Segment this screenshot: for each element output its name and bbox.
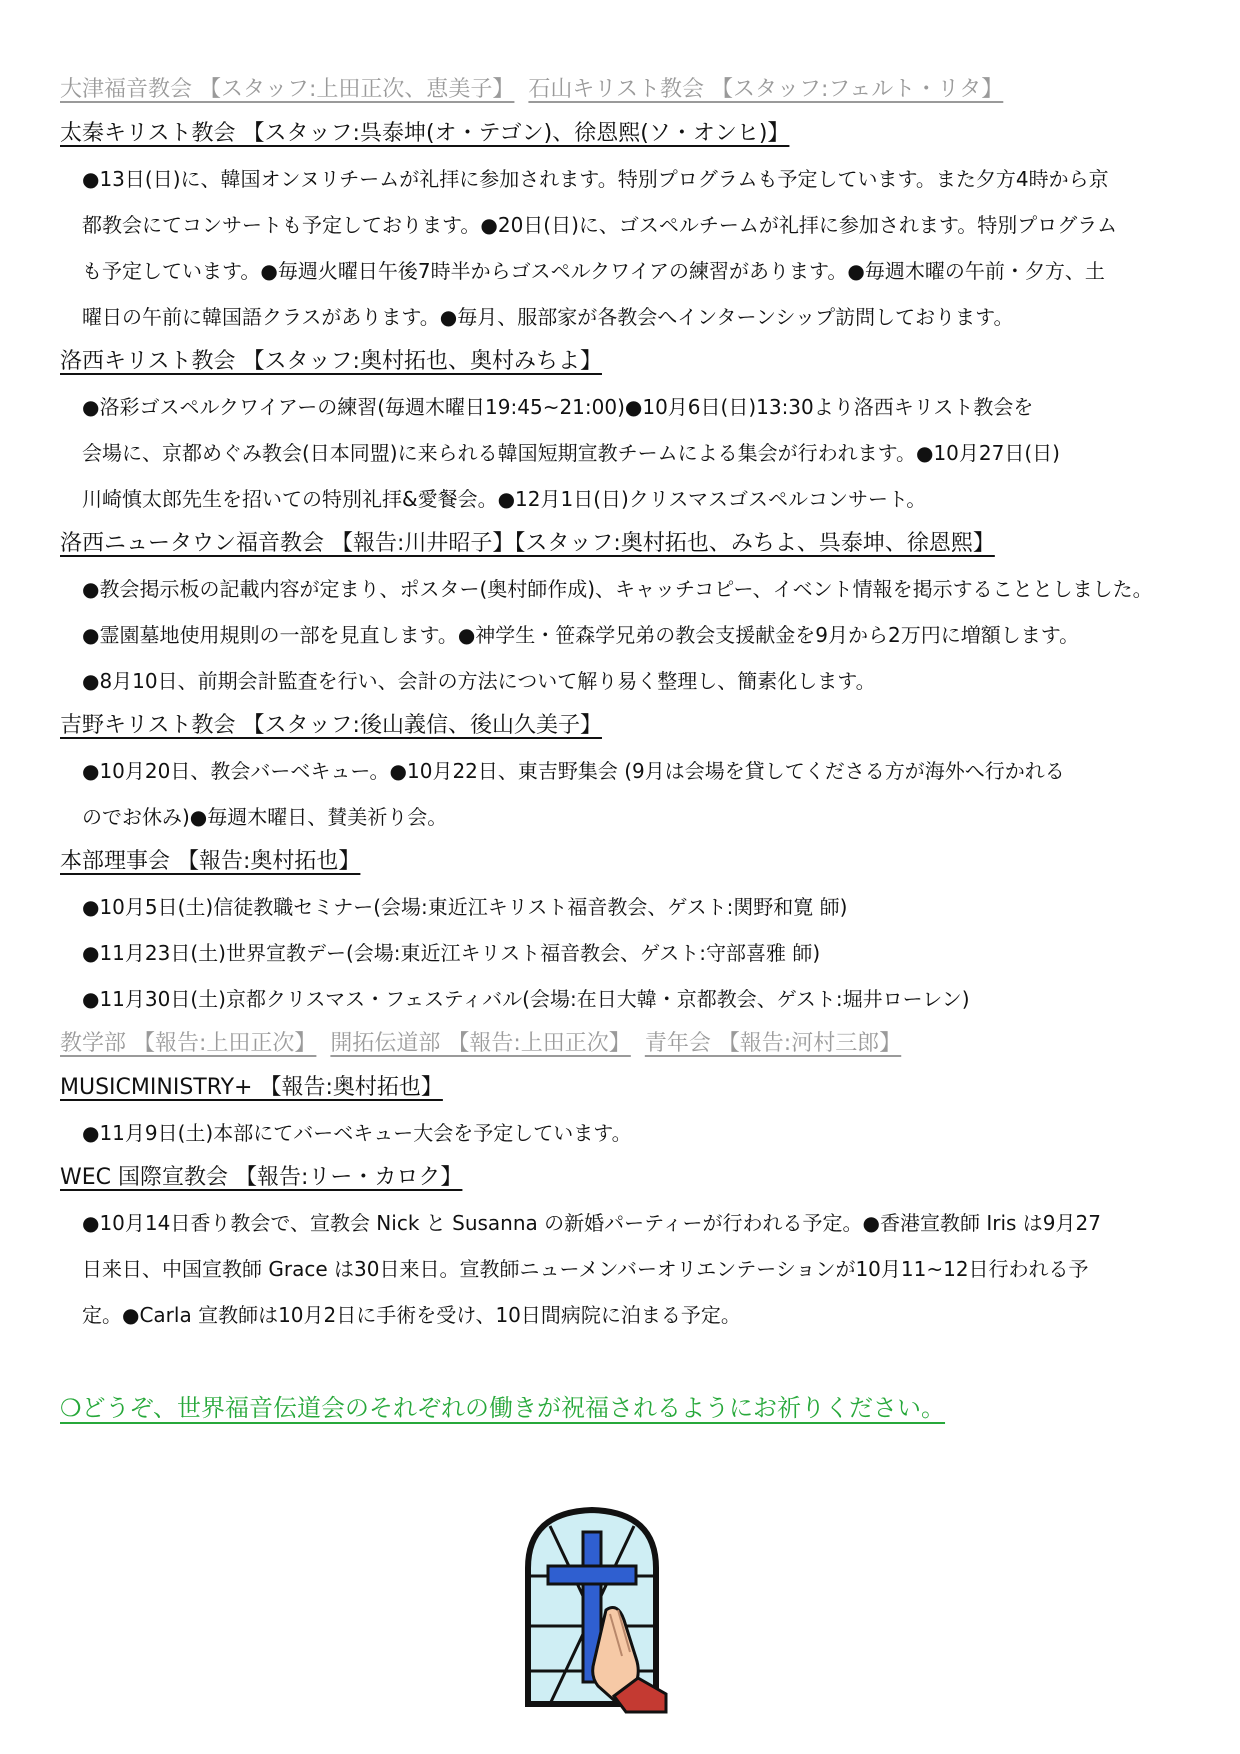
stained-glass-window-praying-hands-icon [520, 1506, 680, 1716]
section-body-music [60, 1110, 1190, 1156]
section-row-rakusai [60, 340, 1190, 384]
body-line: も予定しています。●毎週火曜日午後7時半からゴスペルクワイアの練習があります。●毎週木曜の午前・夕方、土 [82, 259, 1105, 283]
section-body-uzumasa [60, 156, 1190, 340]
section-title-rakusai: 洛西キリスト教会 【スタッフ:奥村拓也、奥村みちよ】 [60, 349, 602, 374]
body-line: ●10月14日香り教会で、宣教会 Nick と Susanna の新婚パーティーが行われる予定。●香港宣教師 Iris は9月27 [82, 1211, 1101, 1235]
section-body-board [60, 884, 1190, 1022]
section-row-uzumasa [60, 112, 1190, 156]
prayer-request: ❍どうぞ、世界福音伝道会のそれぞれの働きが祝福されるようにお祈りください。 [60, 1394, 946, 1422]
body-line: ●10月5日(土)信徒教職セミナー(会場:東近江キリスト福音教会、ゲスト:関野和寛 師) [82, 895, 848, 919]
body-line: 川崎慎太郎先生を招いての特別礼拝&愛餐会。●12月1日(日)クリスマスゴスペルコンサート。 [82, 487, 927, 511]
section-body-yoshino [60, 748, 1190, 840]
section-row-music [60, 1066, 1190, 1110]
body-line: ●13日(日)に、韓国オンヌリチームが礼拝に参加されます。特別プログラムも予定しています。また夕方4時から京 [82, 167, 1109, 191]
section-title-wec: WEC 国際宣教会 【報告:リー・カロク】 [60, 1165, 463, 1190]
section-row-yoshino [60, 704, 1190, 748]
body-line: 定。●Carla 宣教師は10月2日に手術を受け、10日間病院に泊まる予定。 [82, 1303, 741, 1327]
body-line: ●霊園墓地使用規則の一部を見直します。●神学生・笹森学兄弟の教会支援献金を9月から2万円に増額します。 [82, 623, 1080, 647]
body-line: ●教会掲示板の記載内容が定まり、ポスター(奥村師作成)、キャッチコピー、イベント情報を掲示することとしました。 [82, 577, 1153, 601]
body-line: ●洛彩ゴスペルクワイアーの練習(毎週木曜日19:45~21:00)●10月6日(日)13:30より洛西キリスト教会を [82, 395, 1034, 419]
section-title-ishiyama: 石山キリスト教会 【スタッフ:フェルト・リタ】 [528, 77, 1004, 102]
section-title-music: MUSICMINISTRY+ 【報告:奥村拓也】 [60, 1075, 443, 1100]
body-line: ●11月9日(土)本部にてバーベキュー大会を予定しています。 [82, 1121, 632, 1145]
section-title-uzumasa: 太秦キリスト教会 【スタッフ:呉泰坤(オ・テゴン)、徐恩熙(ソ・オンヒ)】 [60, 121, 790, 146]
body-line: 日来日、中国宣教師 Grace は30日来日。宣教師ニューメンバーオリエンテーションが10月11~12日行われる予 [82, 1257, 1089, 1281]
report-body [60, 68, 1190, 1338]
section-title-otsu: 大津福音教会 【スタッフ:上田正次、恵美子】 [60, 77, 515, 102]
section-title-education: 教学部 【報告:上田正次】 [60, 1031, 317, 1056]
body-line: 会場に、京都めぐみ教会(日本同盟)に来られる韓国短期宣教チームによる集会が行われます。●10月27日(日) [82, 441, 1060, 465]
section-row-wec [60, 1156, 1190, 1200]
section-body-wec [60, 1200, 1190, 1338]
section-body-rakusai [60, 384, 1190, 522]
body-line: ●11月30日(土)京都クリスマス・フェスティバル(会場:在日大韓・京都教会、ゲスト:堀井ローレン) [82, 987, 970, 1011]
section-title-pioneer: 開拓伝道部 【報告:上田正次】 [330, 1031, 631, 1056]
section-title-board: 本部理事会 【報告:奥村拓也】 [60, 849, 361, 874]
section-row-rakusai-newtown [60, 522, 1190, 566]
body-line: ●8月10日、前期会計監査を行い、会計の方法について解り易く整理し、簡素化します。 [82, 669, 876, 693]
section-body-rakusai-newtown [60, 566, 1190, 704]
body-line: 曜日の午前に韓国語クラスがあります。●毎月、服部家が各教会へインターンシップ訪問しております。 [82, 305, 1014, 329]
body-line: のでお休み)●毎週木曜日、賛美祈り会。 [82, 805, 448, 829]
body-line: ●11月23日(土)世界宣教デー(会場:東近江キリスト福音教会、ゲスト:守部喜雅 師) [82, 941, 821, 965]
section-title-yoshino: 吉野キリスト教会 【スタッフ:後山義信、後山久美子】 [60, 713, 602, 738]
body-line: ●10月20日、教会バーベキュー。●10月22日、東吉野集会 (9月は会場を貸してくださる方が海外へ行かれる [82, 759, 1065, 783]
section-title-rakusai-newtown: 洛西ニュータウン福音教会 【報告:川井昭子】【スタッフ:奥村拓也、みちよ、呉泰坤、徐恩熙】 [60, 531, 995, 556]
body-line: 都教会にてコンサートも予定しております。●20日(日)に、ゴスペルチームが礼拝に参加されます。特別プログラム [82, 213, 1118, 237]
section-row-otsu-ishiyama [60, 68, 1190, 112]
section-title-youth: 青年会 【報告:河村三郎】 [644, 1031, 902, 1056]
section-row-departments [60, 1022, 1190, 1066]
section-row-board [60, 840, 1190, 884]
